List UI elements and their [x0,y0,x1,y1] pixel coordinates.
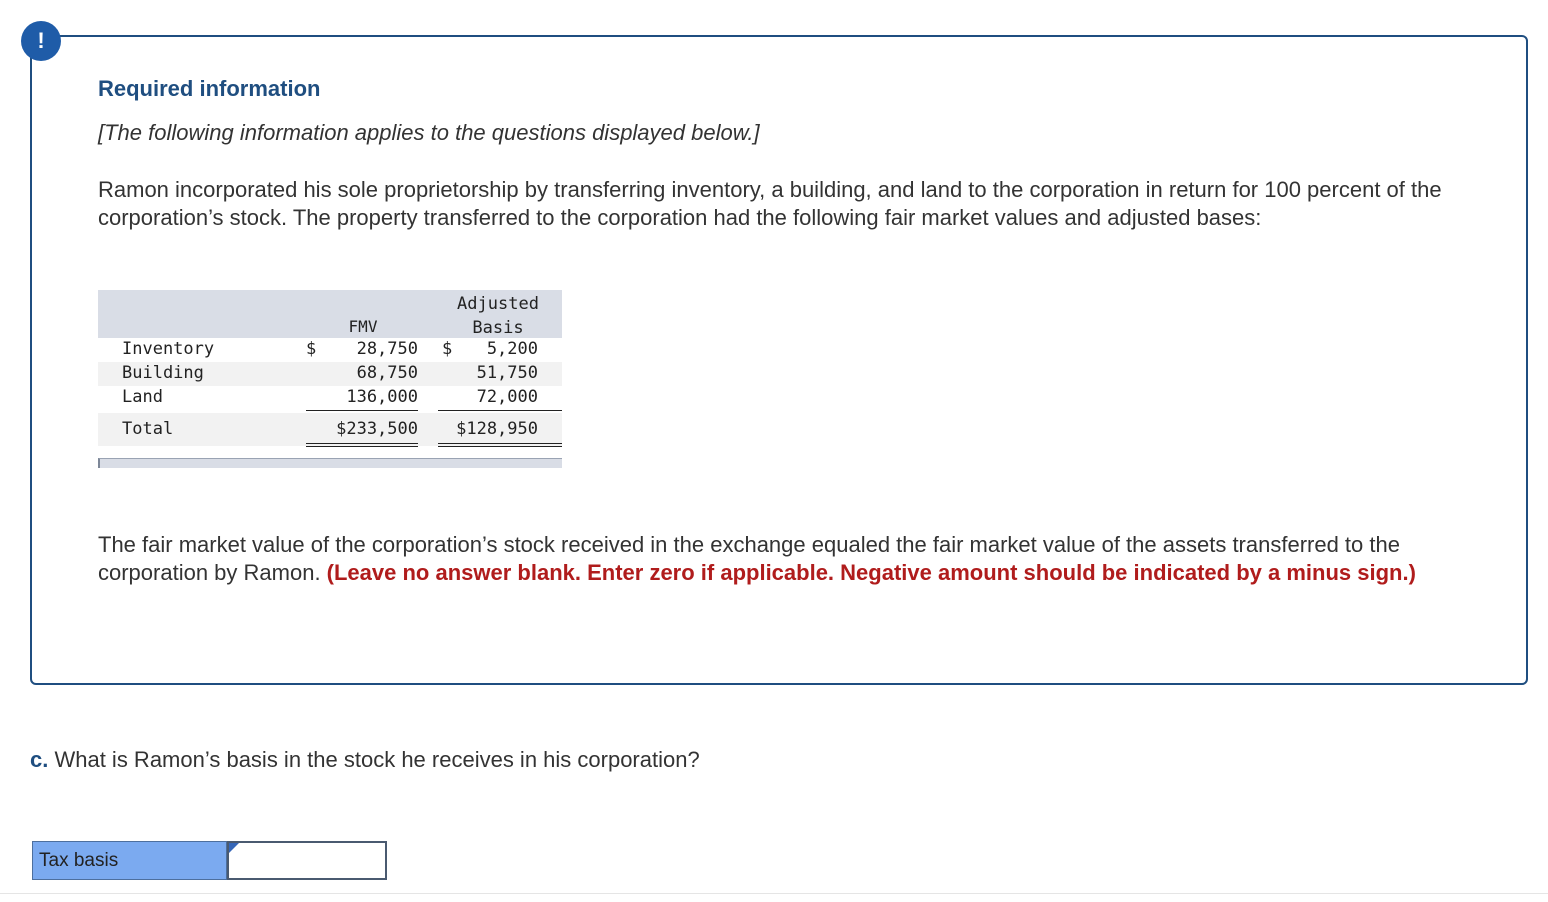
input-flag-icon [229,843,239,853]
answer-row [32,841,387,880]
total-label: Total [122,419,174,439]
alert-icon: ! [21,21,61,61]
tax-basis-label: Tax basis [32,841,227,880]
row-fmv [306,387,418,407]
header-adjusted-line1: Adjusted [457,294,539,314]
tax-basis-input[interactable] [229,843,385,878]
bottom-divider [0,893,1548,894]
question-letter: c. [30,747,49,772]
fmv-value: 136,000 [346,387,418,407]
table-header [98,290,562,338]
currency-symbol: $ [442,339,453,359]
fmv-value: 28,750 [356,339,418,359]
header-adjusted-basis [438,292,558,340]
header-adjusted-line2: Basis [472,318,524,338]
total-double-rule-adjusted-bottom [438,446,562,447]
adjusted-value: 51,750 [476,363,538,383]
row-label: Land [122,387,163,407]
followup-text: The fair market value of the corporation’s stock received in the exchange equaled the fair market value of the assets transferred to the corporation by Ramon. [98,532,1400,585]
row-fmv [306,339,418,359]
currency-symbol: $ [306,339,317,359]
row-adjusted-basis [442,387,538,407]
table-row [98,338,562,362]
total-adjusted [442,419,538,439]
row-label: Building [122,363,204,383]
required-information-title: Required information [98,76,321,101]
row-label: Inventory [122,339,215,359]
total-fmv-value: $233,500 [336,419,418,439]
problem-intro: Ramon incorporated his sole proprietorship by transferring inventory, a building, and land to the corporation in return for 100 percent of the corporation’s stock. The property transferred to the corporation had the following fair market values and adjusted bases: [98,177,1442,230]
total-double-rule-fmv-bottom [306,446,418,447]
applies-note: [The following information applies to the questions displayed below.] [98,120,760,145]
total-adjusted-value: $128,950 [456,419,538,439]
row-adjusted-basis [442,363,538,383]
row-adjusted-basis [442,339,538,359]
adjusted-value: 72,000 [476,387,538,407]
adjusted-value: 5,200 [486,339,538,359]
problem-followup [98,531,1458,587]
row-fmv [306,363,418,383]
total-fmv [306,419,418,439]
subtotal-rule-fmv [306,410,418,411]
fmv-value: 68,750 [356,363,418,383]
question-c [30,747,700,773]
header-fmv: FMV [348,317,378,336]
question-text: What is Ramon’s basis in the stock he receives in his corporation? [48,747,700,772]
subtotal-rule-adjusted [438,410,562,411]
table-footer-bar [98,458,562,468]
tax-basis-field[interactable] [227,841,387,880]
answer-instruction: (Leave no answer blank. Enter zero if applicable. Negative amount should be indicated by a minus sign.) [326,560,1416,585]
total-double-rule-adjusted-top [438,443,562,444]
table-row [98,362,562,386]
total-double-rule-fmv-top [306,443,418,444]
table-total-row [98,413,562,446]
table-row [98,386,562,410]
